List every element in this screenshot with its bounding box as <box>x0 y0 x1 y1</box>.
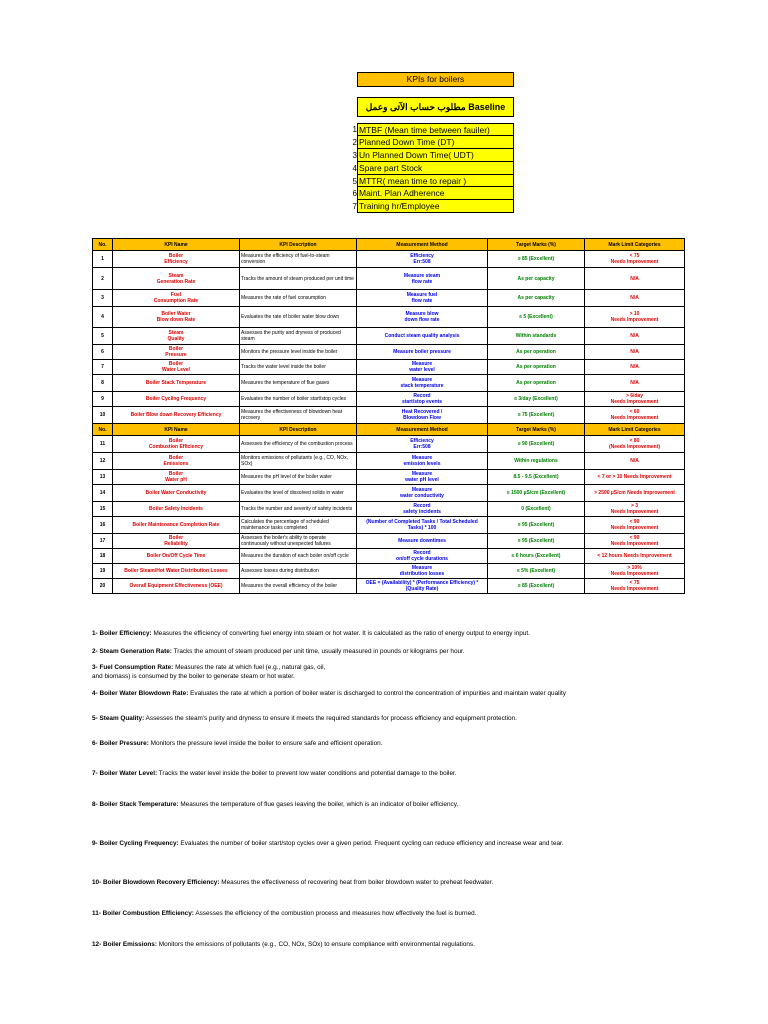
cell-target: ≤ 5 (Excellent) <box>488 307 585 328</box>
cell-desc: Assesses the efficiency of the combustion process <box>240 436 357 453</box>
cell-name: Overall Equipment Effectiveness (OEE) <box>113 579 240 594</box>
cell-desc: Measures the rate of fuel consumption <box>240 290 357 307</box>
note-label: 5- Steam Quality: <box>92 715 145 722</box>
cell-limit: > 10% Needs Improvement <box>585 564 685 579</box>
table-row <box>93 392 685 407</box>
cell-name: Boiler Water Blow down Rate <box>113 307 240 328</box>
cell-limit: > 2500 µS/cm Needs Improvement <box>585 485 685 502</box>
baseline-item <box>344 136 514 149</box>
header-cell: No. <box>93 239 113 251</box>
cell-desc: Measures the temperature of flue gases <box>240 375 357 392</box>
table-row <box>93 502 685 517</box>
cell-target: Within standards <box>488 328 585 345</box>
cell-no: 17 <box>93 534 113 549</box>
note-text: Evaluates the number of boiler start/stop cycles over a given period. Frequent cycling can reduce efficiency and increase wear and tear. <box>178 840 564 847</box>
header-cell: Measurement Method <box>357 424 488 436</box>
cell-desc: Evaluates the level of dissolved solids in water <box>240 485 357 502</box>
cell-target: As per capacity <box>488 268 585 290</box>
cell-name: Boiler Steam/Hot Water Distribution Losses <box>113 564 240 579</box>
note-item <box>92 690 566 697</box>
cell-desc: Assesses the boiler's ability to operate continuously without unexpected failures <box>240 534 357 549</box>
cell-target: 0 (Excellent) <box>488 502 585 517</box>
cell-method: Measure water pH level <box>357 470 488 485</box>
table-row <box>93 345 685 360</box>
cell-no: 16 <box>93 517 113 534</box>
table-row <box>93 251 685 268</box>
header-cell: Target Marks (%) <box>488 239 585 251</box>
cell-limit: < 75 Needs Improvement <box>585 579 685 594</box>
baseline-list <box>344 123 514 213</box>
baseline-item <box>344 200 514 213</box>
note-item <box>92 648 465 655</box>
header-cell: KPI Name <box>113 424 240 436</box>
cell-target: ≤ 3/day (Excellent) <box>488 392 585 407</box>
baseline-item-text: Training hr/Employee <box>357 200 514 213</box>
cell-target: As per operation <box>488 375 585 392</box>
table-header-row <box>93 239 685 251</box>
cell-name: Boiler On/Off Cycle Time <box>113 549 240 564</box>
header-cell: Measurement Method <box>357 239 488 251</box>
cell-name: Boiler Water Level <box>113 360 240 375</box>
baseline-item-number: 3 <box>352 150 357 160</box>
note-item <box>92 673 295 680</box>
note-text: Evaluates the rate at which a portion of boiler water is discharged to control the concentration of impurities and maintain water quality <box>188 690 566 697</box>
baseline-item-number: 6 <box>352 189 357 199</box>
table-row <box>93 360 685 375</box>
note-label: 1- Boiler Efficiency: <box>92 630 152 637</box>
cell-name: Boiler Reliability <box>113 534 240 549</box>
cell-desc: Monitors the pressure level inside the boiler <box>240 345 357 360</box>
cell-no: 14 <box>93 485 113 502</box>
cell-no: 20 <box>93 579 113 594</box>
note-text: Monitors the emissions of pollutants (e.g., CO, NOx, SOx) to ensure compliance with environmental regulations. <box>157 941 475 948</box>
note-item <box>92 941 475 948</box>
cell-name: Boiler Emissions <box>113 453 240 470</box>
cell-method: OEE = (Availability) * (Performance Efficiency) * (Quality Rate) <box>357 579 488 594</box>
table-row <box>93 534 685 549</box>
note-text: and biomass) is consumed by the boiler to generate steam or hot water. <box>92 673 295 680</box>
cell-name: Fuel Consumption Rate <box>113 290 240 307</box>
cell-target: ≥ 90 (Excellent) <box>488 436 585 453</box>
cell-desc: Tracks the amount of steam produced per unit time <box>240 268 357 290</box>
cell-name: Boiler Pressure <box>113 345 240 360</box>
note-label: 6- Boiler Pressure: <box>92 740 149 747</box>
cell-name: Boiler Safety Incidents <box>113 502 240 517</box>
cell-limit: N/A <box>585 375 685 392</box>
page-title: KPIs for boilers <box>357 72 514 87</box>
cell-limit: N/A <box>585 290 685 307</box>
baseline-item <box>344 175 514 188</box>
cell-limit: > 6/day Needs Improvement <box>585 392 685 407</box>
cell-no: 2 <box>93 268 113 290</box>
table-row <box>93 453 685 470</box>
baseline-item-number: 2 <box>352 137 357 147</box>
cell-method: Record safety incidents <box>357 502 488 517</box>
note-text: Assesses the steam's purity and dryness to ensure it meets the required standards for process efficiency and equipment protection. <box>144 715 517 722</box>
cell-method: Heat Recovered / Blowdown Flow <box>357 407 488 424</box>
cell-target: 8.5 - 9.5 (Excellent) <box>488 470 585 485</box>
cell-limit: N/A <box>585 453 685 470</box>
cell-desc: Monitors emissions of pollutants (e.g., CO, NOx, SOx) <box>240 453 357 470</box>
baseline-item-text: Spare part Stock <box>357 162 514 175</box>
baseline-item-text: Planned Down Time (DT) <box>357 136 514 149</box>
cell-name: Boiler Combustion Efficiency <box>113 436 240 453</box>
baseline-item <box>344 123 514 136</box>
note-item <box>92 840 564 847</box>
table-row <box>93 470 685 485</box>
table-row <box>93 579 685 594</box>
note-text: Monitors the pressure level inside the boiler to ensure safe and efficient operation. <box>148 740 383 747</box>
cell-limit: < 60 Needs Improvement <box>585 407 685 424</box>
table-row <box>93 407 685 424</box>
cell-limit: N/A <box>585 360 685 375</box>
cell-no: 7 <box>93 360 113 375</box>
note-item <box>92 715 517 722</box>
cell-name: Steam Generation Rate <box>113 268 240 290</box>
cell-no: 6 <box>93 345 113 360</box>
cell-no: 15 <box>93 502 113 517</box>
cell-name: Boiler Water Conductivity <box>113 485 240 502</box>
cell-desc: Measures the overall efficiency of the boiler <box>240 579 357 594</box>
cell-method: Record start/stop events <box>357 392 488 407</box>
cell-target: ≥ 75 (Excellent) <box>488 407 585 424</box>
cell-no: 10 <box>93 407 113 424</box>
cell-no: 13 <box>93 470 113 485</box>
header-cell: KPI Description <box>240 239 357 251</box>
baseline-item-text: MTBF (Mean time between fauiler) <box>357 123 514 136</box>
table-row <box>93 375 685 392</box>
note-text: Measures the efficiency of converting fuel energy into steam or hot water. It is calculated as the ratio of energy output to energy input. <box>151 630 530 637</box>
baseline-item-text: MTTR( mean time to repair ) <box>357 175 514 188</box>
cell-target: As per capacity <box>488 290 585 307</box>
cell-desc: Evaluates the number of boiler start/stop cycles <box>240 392 357 407</box>
cell-method: Efficiency Err:508 <box>357 251 488 268</box>
header-cell: KPI Name <box>113 239 240 251</box>
note-item <box>92 910 476 917</box>
cell-limit: < 80 (Needs Improvement) <box>585 436 685 453</box>
cell-limit: < 7 or > 10 Needs Improvement <box>585 470 685 485</box>
cell-limit: N/A <box>585 345 685 360</box>
note-label: 10- Boiler Blowdown Recovery Efficiency: <box>92 879 220 886</box>
note-text: Measures the rate at which fuel (e.g., natural gas, oil, <box>173 664 326 671</box>
cell-no: 19 <box>93 564 113 579</box>
table-header-row <box>93 424 685 436</box>
cell-method: Measure blow down flow rate <box>357 307 488 328</box>
note-item <box>92 630 530 637</box>
cell-method: Conduct steam quality analysis <box>357 328 488 345</box>
cell-desc: Calculates the percentage of scheduled maintenance tasks completed <box>240 517 357 534</box>
note-label: 4- Boiler Water Blowdown Rate: <box>92 690 189 697</box>
cell-no: 18 <box>93 549 113 564</box>
cell-method: Measure boiler pressure <box>357 345 488 360</box>
table-row <box>93 328 685 345</box>
cell-target: As per operation <box>488 345 585 360</box>
cell-limit: < 90 Needs Improvement <box>585 534 685 549</box>
note-text: Assesses the efficiency of the combustion process and measures how effectively the fuel is burned. <box>193 910 477 917</box>
cell-desc: Evaluates the rate of boiler water blow down <box>240 307 357 328</box>
note-label: 8- Boiler Stack Temperature: <box>92 801 179 808</box>
cell-limit: > 3 Needs Improvement <box>585 502 685 517</box>
cell-name: Boiler Stack Temperature <box>113 375 240 392</box>
table-row <box>93 436 685 453</box>
cell-desc: Assesses the purity and dryness of produced steam <box>240 328 357 345</box>
cell-desc: Measures the duration of each boiler on/off cycle <box>240 549 357 564</box>
cell-target: ≤ 6 hours (Excellent) <box>488 549 585 564</box>
cell-target: ≥ 95 (Excellent) <box>488 534 585 549</box>
note-item <box>92 770 457 777</box>
baseline-item-number: 1 <box>352 125 357 134</box>
cell-name: Boiler Maintenance Completion Rate <box>113 517 240 534</box>
header-cell: No. <box>93 424 113 436</box>
cell-limit: < 12 hours Needs Improvement <box>585 549 685 564</box>
cell-no: 9 <box>93 392 113 407</box>
header-cell: Mark Limit Categories <box>585 239 685 251</box>
table-row <box>93 307 685 328</box>
baseline-item-text: Maint. Plan Adherence <box>357 187 514 200</box>
note-label: 3- Fuel Consumption Rate: <box>92 664 174 671</box>
cell-method: Measure water conductivity <box>357 485 488 502</box>
cell-method: Measure emission levels <box>357 453 488 470</box>
note-text: Measures the temperature of flue gases leaving the boiler, which is an indicator of boiler efficiency. <box>178 801 459 808</box>
cell-no: 5 <box>93 328 113 345</box>
note-text: Measures the effectiveness of recovering heat from boiler blowdown water to preheat feedwater. <box>219 879 494 886</box>
cell-method: Record on/off cycle durations <box>357 549 488 564</box>
note-text: Tracks the water level inside the boiler to prevent low water conditions and potential damage to the boiler. <box>157 770 457 777</box>
cell-name: Steam Quality <box>113 328 240 345</box>
note-text: Tracks the amount of steam produced per unit time, usually measured in pounds or kilograms per hour. <box>171 648 465 655</box>
table-row <box>93 549 685 564</box>
cell-method: (Number of Completed Tasks / Total Scheduled Tasks) * 100 <box>357 517 488 534</box>
header-cell: KPI Description <box>240 424 357 436</box>
table-row <box>93 290 685 307</box>
cell-target: As per operation <box>488 360 585 375</box>
table-row <box>93 268 685 290</box>
baseline-item <box>344 162 514 175</box>
cell-desc: Measures the pH level of the boiler water <box>240 470 357 485</box>
cell-method: Measure stack temperature <box>357 375 488 392</box>
cell-name: Boiler Water pH <box>113 470 240 485</box>
cell-desc: Measures the efficiency of fuel-to-steam conversion <box>240 251 357 268</box>
cell-limit: < 75 Needs Improvement <box>585 251 685 268</box>
cell-name: Boiler Efficiency <box>113 251 240 268</box>
cell-no: 11 <box>93 436 113 453</box>
note-item <box>92 879 493 886</box>
note-label: 11- Boiler Combustion Efficiency: <box>92 910 194 917</box>
cell-target: ≥ 85 (Excellent) <box>488 251 585 268</box>
note-label: 9- Boiler Cycling Frequency: <box>92 840 179 847</box>
cell-desc: Tracks the number and severity of safety incidents <box>240 502 357 517</box>
cell-target: ≥ 95 (Excellent) <box>488 517 585 534</box>
header-cell: Target Marks (%) <box>488 424 585 436</box>
cell-name: Boiler Cycling Frequency <box>113 392 240 407</box>
cell-no: 4 <box>93 307 113 328</box>
baseline-item-number: 7 <box>352 202 357 212</box>
cell-target: ≤ 5% (Excellent) <box>488 564 585 579</box>
baseline-item-text: Un Planned Down Time( UDT) <box>357 149 514 162</box>
cell-method: Measure distribution losses <box>357 564 488 579</box>
cell-target: ≥ 85 (Excellent) <box>488 579 585 594</box>
cell-method: Measure water level <box>357 360 488 375</box>
cell-no: 12 <box>93 453 113 470</box>
baseline-item-number: 4 <box>352 163 357 173</box>
cell-target: Within regulations <box>488 453 585 470</box>
note-label: 12- Boiler Emissions: <box>92 941 157 948</box>
cell-no: 8 <box>93 375 113 392</box>
cell-desc: Measures the effectiveness of blowdown heat recovery <box>240 407 357 424</box>
note-label: 2- Steam Generation Rate: <box>92 648 172 655</box>
note-item <box>92 664 325 671</box>
cell-method: Measure downtimes <box>357 534 488 549</box>
cell-limit: < 90 Needs Improvement <box>585 517 685 534</box>
header-cell: Mark Limit Categories <box>585 424 685 436</box>
note-item <box>92 801 458 808</box>
cell-no: 1 <box>93 251 113 268</box>
kpi-table <box>92 238 685 594</box>
cell-desc: Tracks the water level inside the boiler <box>240 360 357 375</box>
note-item <box>92 740 382 747</box>
cell-limit: N/A <box>585 268 685 290</box>
cell-method: Measure steam flow rate <box>357 268 488 290</box>
baseline-header: Baseline مطلوب حساب الآتى وعمل <box>357 97 514 117</box>
cell-name: Boiler Blow down Recovery Efficiency <box>113 407 240 424</box>
baseline-item <box>344 149 514 162</box>
baseline-item <box>344 187 514 200</box>
cell-desc: Assesses losses during distribution <box>240 564 357 579</box>
cell-limit: N/A <box>585 328 685 345</box>
baseline-item-number: 5 <box>352 176 357 186</box>
table-row <box>93 485 685 502</box>
cell-limit: > 10 Needs Improvement <box>585 307 685 328</box>
table-row <box>93 517 685 534</box>
table-row <box>93 564 685 579</box>
note-label: 7- Boiler Water Level: <box>92 770 158 777</box>
cell-target: ≤ 1500 µS/cm (Excellent) <box>488 485 585 502</box>
cell-method: Efficiency Err:508 <box>357 436 488 453</box>
cell-method: Measure fuel flow rate <box>357 290 488 307</box>
cell-no: 3 <box>93 290 113 307</box>
